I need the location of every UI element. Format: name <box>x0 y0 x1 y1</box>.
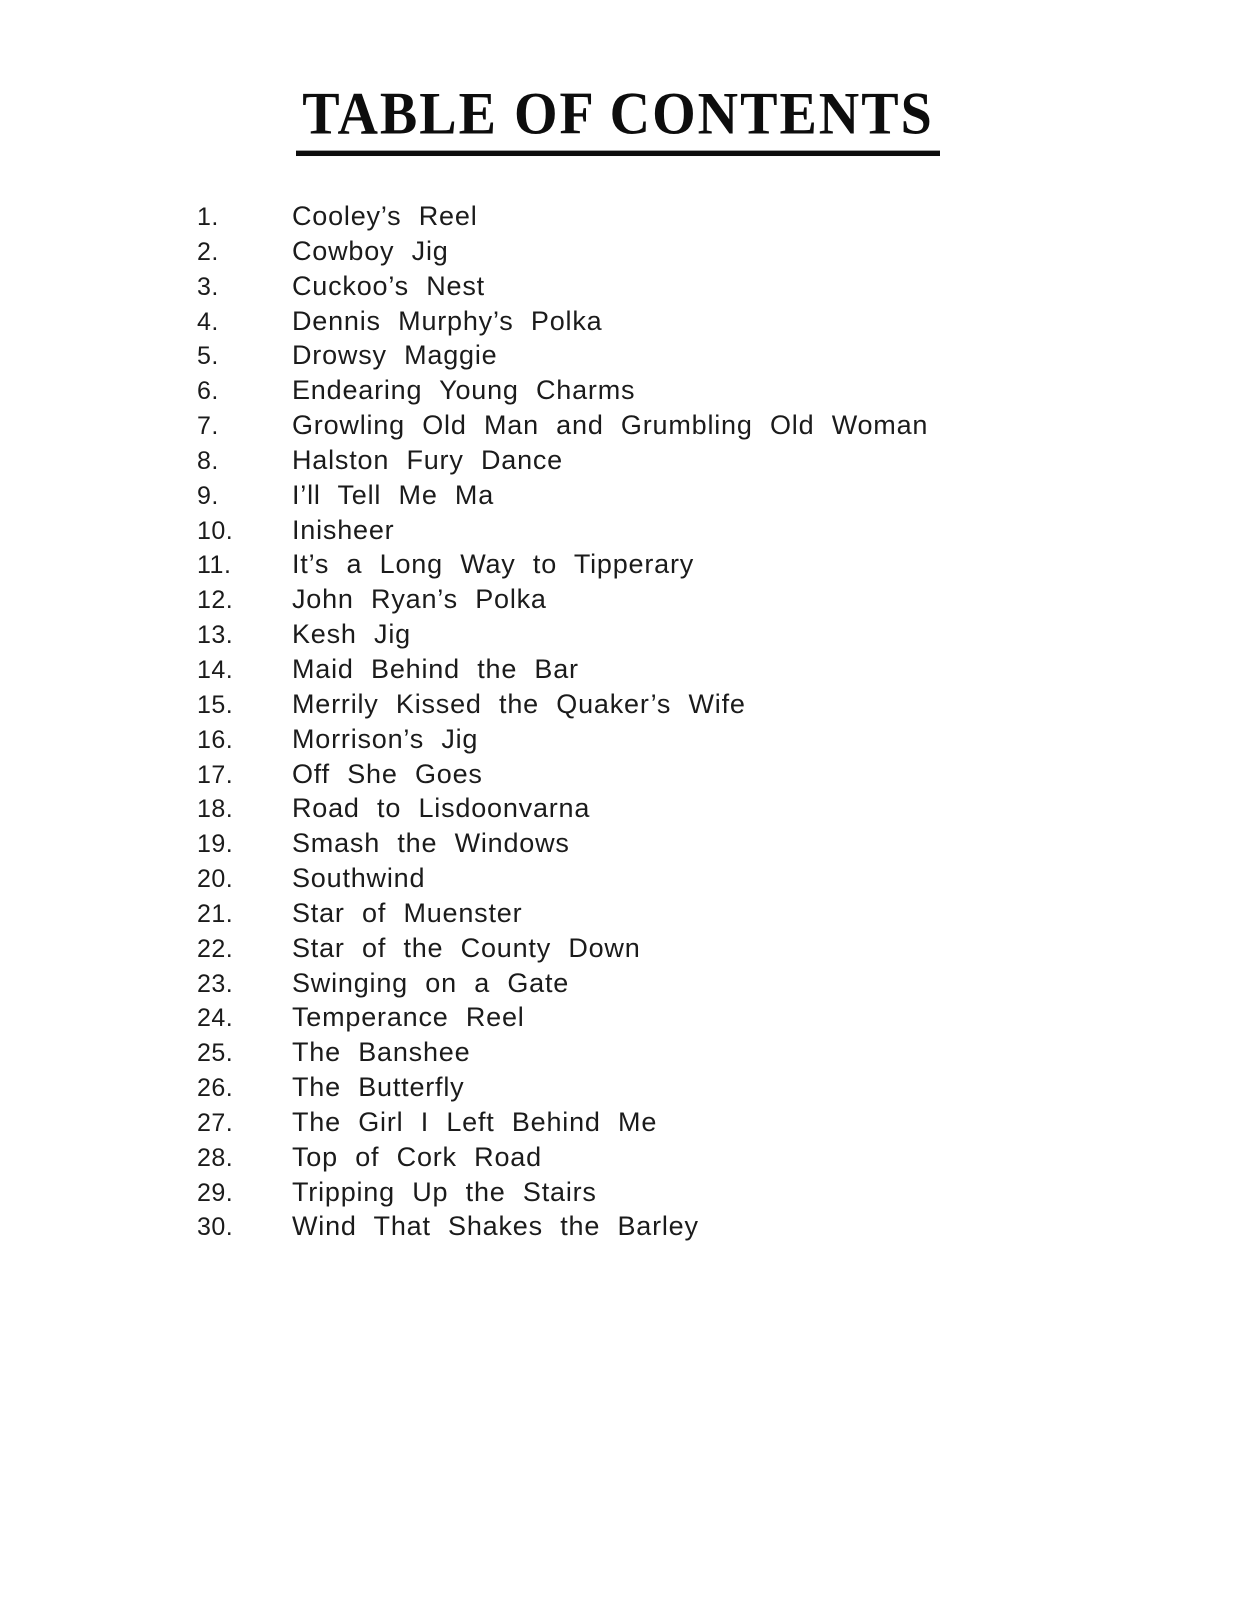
toc-entry-number: 24. <box>197 1004 234 1033</box>
toc-entry-number: 23. <box>197 969 234 998</box>
toc-entry-title: Growling Old Man and Grumbling Old Woman <box>292 410 929 441</box>
toc-entry-title: Off She Goes <box>292 758 483 789</box>
toc-entry-number: 6. <box>197 377 219 406</box>
toc-entry-title: Maid Behind the Bar <box>292 653 579 684</box>
toc-entry <box>197 1105 1137 1140</box>
toc-entry <box>197 443 1137 478</box>
toc-entry-number: 3. <box>197 272 219 301</box>
toc-entry-number: 12. <box>197 586 234 615</box>
toc-entry-number: 29. <box>197 1178 234 1207</box>
toc-entry-number: 15. <box>197 690 234 719</box>
toc-entry <box>197 687 1137 722</box>
table-of-contents-list <box>197 199 1137 1244</box>
toc-entry-number: 17. <box>197 760 234 789</box>
toc-entry-number: 8. <box>197 446 219 475</box>
toc-entry-title: The Butterfly <box>292 1072 465 1103</box>
toc-entry <box>197 757 1137 792</box>
toc-entry <box>197 269 1137 304</box>
toc-entry-number: 11. <box>197 551 232 580</box>
toc-entry-number: 27. <box>197 1108 234 1137</box>
toc-entry-title: Road to Lisdoonvarna <box>292 793 591 824</box>
toc-entry <box>197 1035 1137 1070</box>
toc-entry-title: Drowsy Maggie <box>292 340 498 371</box>
toc-entry <box>197 338 1137 373</box>
toc-entry-number: 18. <box>197 795 234 824</box>
toc-entry-number: 10. <box>197 516 234 545</box>
toc-entry-number: 25. <box>197 1039 234 1068</box>
toc-entry-number: 28. <box>197 1143 234 1172</box>
toc-entry-title: Smash the Windows <box>292 828 570 859</box>
toc-entry-number: 26. <box>197 1074 234 1103</box>
toc-entry <box>197 1175 1137 1210</box>
toc-entry <box>197 966 1137 1001</box>
toc-entry-title: The Girl I Left Behind Me <box>292 1106 658 1137</box>
toc-entry-number: 7. <box>197 412 219 441</box>
toc-entry-number: 14. <box>197 655 234 684</box>
toc-entry-number: 21. <box>197 899 234 928</box>
toc-entry-number: 2. <box>197 237 219 266</box>
toc-entry-number: 9. <box>197 481 219 510</box>
toc-entry <box>197 1000 1137 1035</box>
toc-entry <box>197 1140 1137 1175</box>
toc-entry-title: Temperance Reel <box>292 1002 525 1033</box>
title-container <box>0 80 1236 156</box>
toc-entry-title: Cuckoo’s Nest <box>292 270 485 301</box>
toc-entry-title: John Ryan’s Polka <box>292 584 547 615</box>
toc-entry-title: Swinging on a Gate <box>292 967 570 998</box>
toc-entry-title: I’ll Tell Me Ma <box>292 479 495 510</box>
toc-entry-number: 5. <box>197 342 219 371</box>
toc-entry-number: 1. <box>197 203 219 231</box>
toc-entry-title: It’s a Long Way to Tipperary <box>292 549 695 580</box>
toc-entry <box>197 1070 1137 1105</box>
toc-entry-number: 30. <box>197 1213 234 1242</box>
toc-entry-title: Dennis Murphy’s Polka <box>292 305 603 336</box>
toc-entry-title: Star of Muenster <box>292 897 523 928</box>
page-title: TABLE OF CONTENTS <box>296 83 939 156</box>
toc-entry-title: The Banshee <box>292 1037 471 1068</box>
toc-entry <box>197 722 1137 757</box>
toc-entry-number: 4. <box>197 307 219 336</box>
toc-entry-title: Inisheer <box>292 514 395 545</box>
toc-entry-title: Top of Cork Road <box>292 1141 542 1172</box>
toc-entry-title: Kesh Jig <box>292 619 411 650</box>
toc-entry-title: Cowboy Jig <box>292 235 449 266</box>
toc-entry <box>197 582 1137 617</box>
toc-entry <box>197 304 1137 339</box>
toc-entry-title: Endearing Young Charms <box>292 375 636 406</box>
toc-entry <box>197 791 1137 826</box>
toc-entry-number: 16. <box>197 725 234 754</box>
toc-entry <box>197 861 1137 896</box>
toc-entry <box>197 652 1137 687</box>
toc-entry <box>197 931 1137 966</box>
toc-entry <box>197 513 1137 548</box>
toc-entry-title: Halston Fury Dance <box>292 444 563 475</box>
toc-entry-title: Tripping Up the Stairs <box>292 1176 597 1207</box>
toc-entry-title: Star of the County Down <box>292 932 641 963</box>
toc-entry <box>197 199 1137 234</box>
toc-entry-title: Morrison’s Jig <box>292 723 479 754</box>
toc-entry-title: Southwind <box>292 863 426 894</box>
toc-entry <box>197 617 1137 652</box>
toc-entry-number: 13. <box>197 621 234 650</box>
toc-entry-number: 22. <box>197 934 234 963</box>
toc-entry <box>197 408 1137 443</box>
toc-entry <box>197 373 1137 408</box>
toc-entry <box>197 1209 1137 1244</box>
toc-entry-title: Cooley’s Reel <box>292 201 478 231</box>
toc-entry-title: Merrily Kissed the Quaker’s Wife <box>292 688 746 719</box>
toc-entry <box>197 547 1137 582</box>
toc-entry <box>197 896 1137 931</box>
toc-entry <box>197 478 1137 513</box>
toc-entry-number: 20. <box>197 865 234 894</box>
toc-entry-number: 19. <box>197 830 234 859</box>
toc-entry-title: Wind That Shakes the Barley <box>292 1211 699 1242</box>
toc-entry <box>197 234 1137 269</box>
toc-entry <box>197 826 1137 861</box>
